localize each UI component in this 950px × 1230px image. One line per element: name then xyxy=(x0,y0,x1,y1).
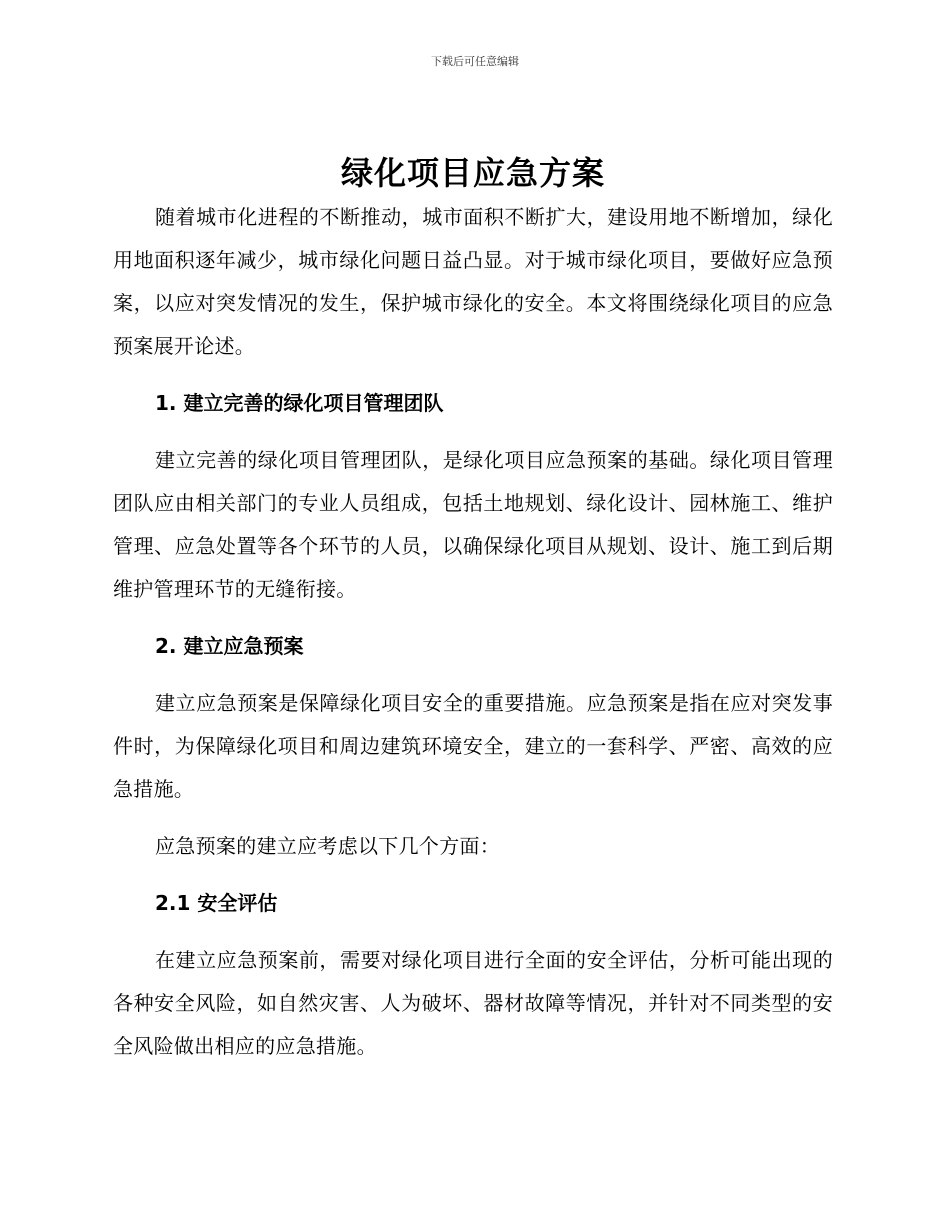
header-note: 下载后可任意编辑 xyxy=(431,55,519,68)
section-2-1-heading: 2.1 安全评估 xyxy=(155,891,278,915)
section-1-heading: 1. 建立完善的绿化项目管理团队 xyxy=(155,391,444,415)
document-body xyxy=(113,150,833,1082)
section-2-1-paragraph: 在建立应急预案前，需要对绿化项目进行全面的安全评估，分析可能出现的各种安全风险，如自然灾害、人为破坏、器材故障等情况，并针对不同类型的安全风险做出相应的应急措施。 xyxy=(113,948,833,1058)
intro-paragraph: 随着城市化进程的不断推动，城市面积不断扩大，建设用地不断增加，绿化用地面积逐年减少，城市绿化问题日益凸显。对于城市绿化项目，要做好应急预案，以应对突发情况的发生，保护城市绿化的安全。本文将围绕绿化项目的应急预案展开论述。 xyxy=(113,205,833,358)
section-2-paragraph: 建立应急预案是保障绿化项目安全的重要措施。应急预案是指在应对突发事件时，为保障绿化项目和周边建筑环境安全，建立的一套科学、严密、高效的应急措施。 xyxy=(113,691,833,801)
section-2-lead-in: 应急预案的建立应考虑以下几个方面： xyxy=(155,834,501,858)
section-1-paragraph: 建立完善的绿化项目管理团队，是绿化项目应急预案的基础。绿化项目管理团队应由相关部门的专业人员组成，包括土地规划、绿化设计、园林施工、维护管理、应急处置等各个环节的人员，以确保绿化项目从规划、设计、施工到后期维护管理环节的无缝衔接。 xyxy=(113,448,833,601)
document-title: 绿化项目应急方案 xyxy=(340,154,605,192)
section-2-heading: 2. 建立应急预案 xyxy=(155,634,304,658)
